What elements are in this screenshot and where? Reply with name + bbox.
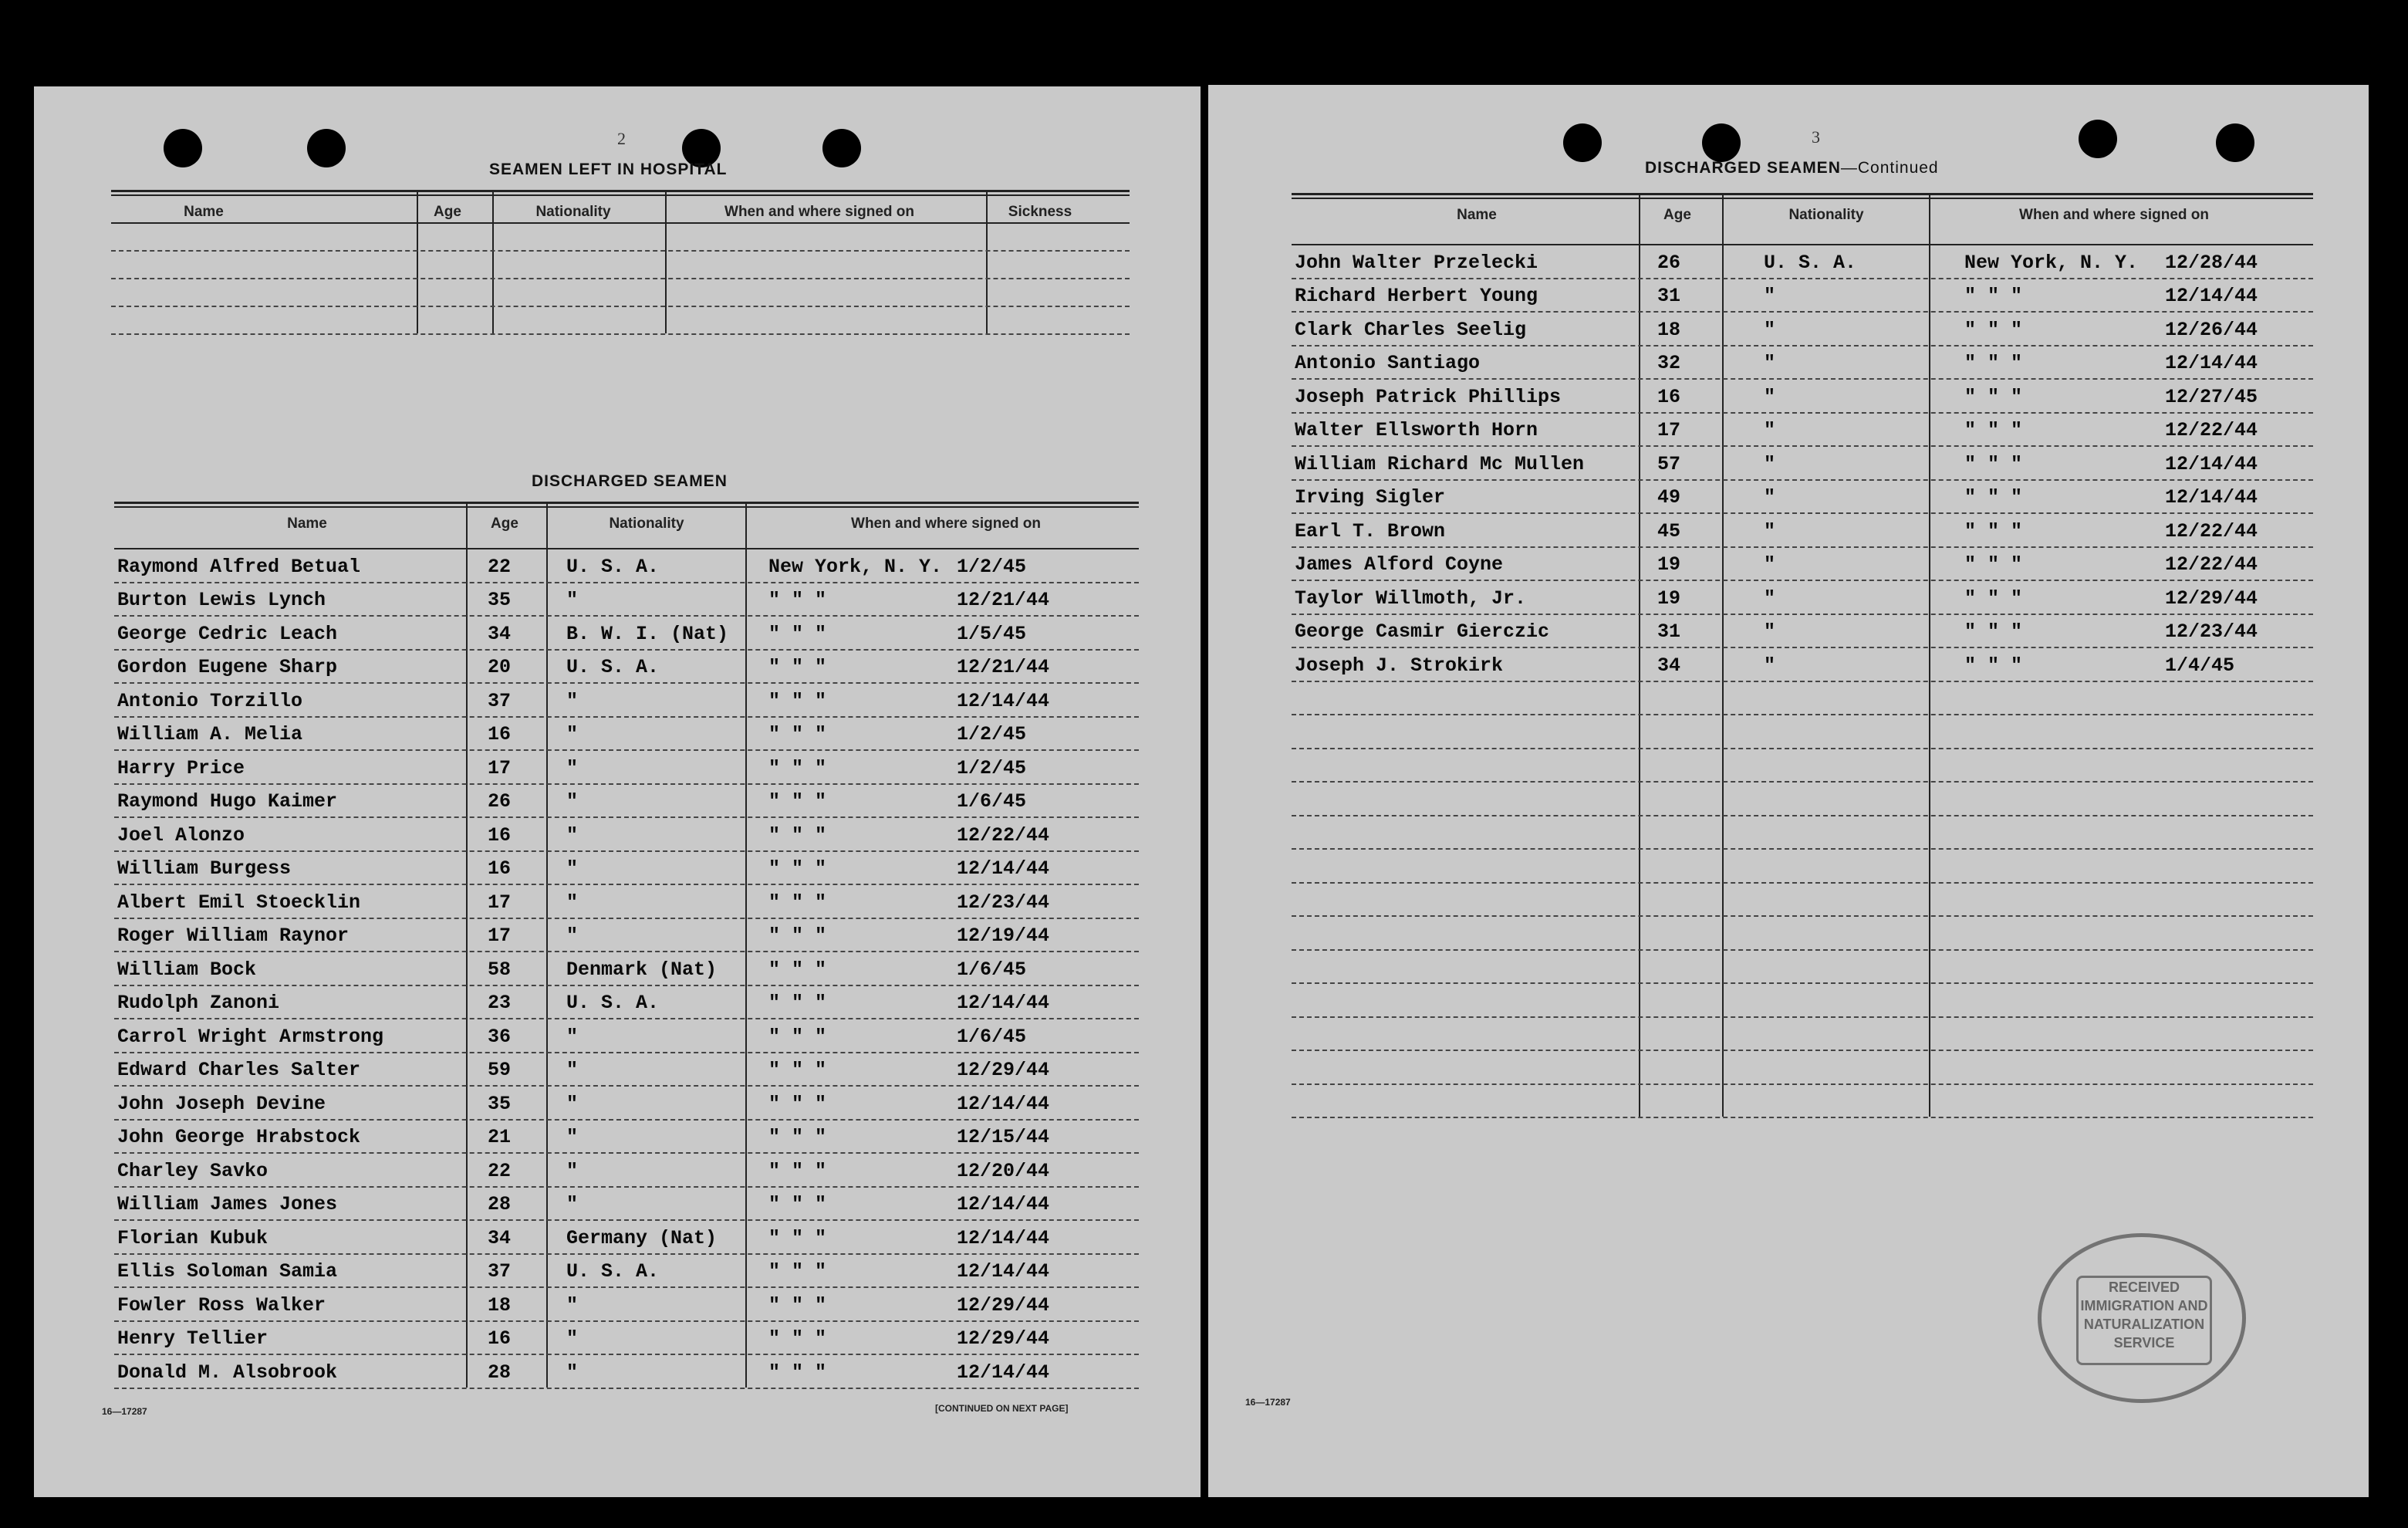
seaman-nationality: " xyxy=(566,1059,579,1081)
seaman-nationality: " xyxy=(566,589,579,611)
seaman-nationality: " xyxy=(566,925,579,947)
seaman-age: 57 xyxy=(1657,452,1681,475)
signed-on-place: " " " xyxy=(768,857,827,880)
signed-on-date: 12/29/44 xyxy=(957,1293,1050,1317)
signed-on-place: " " " xyxy=(768,756,827,779)
seaman-name: Carrol Wright Armstrong xyxy=(117,1025,384,1048)
seaman-age: 20 xyxy=(488,656,512,678)
signed-on-date: 12/14/44 xyxy=(2165,285,2258,307)
table-top-rule xyxy=(111,190,1130,192)
seaman-age: 16 xyxy=(488,823,512,847)
seaman-name: John George Hrabstock xyxy=(117,1126,361,1148)
signed-on-date: 12/14/44 xyxy=(957,857,1050,880)
seaman-age: 16 xyxy=(488,723,512,745)
signed-on-place: " " " xyxy=(1964,587,2023,610)
signed-on-place: " " " xyxy=(768,891,827,914)
row-rule xyxy=(1292,714,2313,715)
seaman-name: Henry Tellier xyxy=(117,1327,268,1350)
signed-on-date: 12/19/44 xyxy=(957,925,1050,947)
discharged-section-title: DISCHARGED SEAMEN xyxy=(532,472,728,490)
column-header: Nationality xyxy=(1788,207,1864,223)
row-rule xyxy=(114,615,1139,617)
column-header: When and where signed on xyxy=(851,516,1041,532)
seaman-name: Donald M. Alsobrook xyxy=(117,1361,338,1384)
seaman-age: 34 xyxy=(488,1226,512,1249)
left-page xyxy=(34,86,1201,1497)
table-top-rule xyxy=(1292,193,2313,195)
column-header: Name xyxy=(1457,207,1497,223)
seaman-name: Antonio Santiago xyxy=(1295,352,1481,374)
seaman-name: William A. Melia xyxy=(117,723,303,745)
seaman-nationality: " xyxy=(1764,385,1776,408)
column-divider xyxy=(1722,193,1724,1117)
seaman-age: 49 xyxy=(1657,486,1681,509)
seaman-nationality: " xyxy=(1764,419,1776,441)
seaman-name: Walter Ellsworth Horn xyxy=(1295,419,1538,441)
row-rule xyxy=(1292,1016,2313,1018)
seaman-age: 37 xyxy=(488,689,512,712)
signed-on-date: 12/20/44 xyxy=(957,1159,1050,1182)
punch-hole xyxy=(1702,123,1741,162)
row-rule xyxy=(114,1354,1139,1355)
row-rule xyxy=(1292,882,2313,884)
seaman-nationality: " xyxy=(566,1361,579,1384)
table-top-rule xyxy=(114,502,1139,504)
row-rule xyxy=(114,918,1139,919)
seaman-nationality: U. S. A. xyxy=(566,992,660,1014)
row-rule xyxy=(111,278,1130,279)
seaman-name: Harry Price xyxy=(117,756,245,779)
seaman-nationality: " xyxy=(566,1293,579,1317)
row-rule xyxy=(111,333,1130,335)
row-rule xyxy=(114,1253,1139,1255)
signed-on-place: " " " xyxy=(1964,452,2023,475)
seaman-name: James Alford Coyne xyxy=(1295,553,1504,576)
row-rule xyxy=(1292,580,2313,581)
signed-on-date: 12/22/44 xyxy=(2165,519,2258,543)
signed-on-place: " " " xyxy=(768,823,827,847)
seaman-age: 31 xyxy=(1657,285,1681,307)
seaman-age: 23 xyxy=(488,992,512,1014)
right-page xyxy=(1208,85,2369,1497)
signed-on-place: " " " xyxy=(1964,385,2023,408)
row-rule xyxy=(114,1219,1139,1221)
seaman-nationality: " xyxy=(566,1025,579,1048)
seaman-age: 16 xyxy=(1657,385,1681,408)
signed-on-place: " " " xyxy=(768,1092,827,1115)
signed-on-date: 12/22/44 xyxy=(2165,553,2258,576)
seaman-name: Albert Emil Stoecklin xyxy=(117,891,361,914)
seaman-name: Roger William Raynor xyxy=(117,925,350,947)
seaman-age: 16 xyxy=(488,1327,512,1350)
page-number: 3 xyxy=(1812,127,1820,147)
column-divider xyxy=(1929,193,1930,1117)
row-rule xyxy=(1292,982,2313,984)
signed-on-date: 12/14/44 xyxy=(2165,486,2258,509)
signed-on-date: 1/2/45 xyxy=(957,555,1027,578)
signed-on-date: 1/2/45 xyxy=(957,756,1027,779)
column-divider xyxy=(1639,193,1640,1117)
signed-on-date: 12/14/44 xyxy=(957,1361,1050,1384)
seaman-age: 35 xyxy=(488,1092,512,1115)
seaman-nationality: " xyxy=(566,1193,579,1215)
signed-on-place: " " " xyxy=(768,790,827,813)
seaman-name: Fowler Ross Walker xyxy=(117,1293,326,1317)
column-header: Sickness xyxy=(1008,204,1072,220)
seaman-name: William James Jones xyxy=(117,1193,338,1215)
seaman-name: John Walter Przelecki xyxy=(1295,251,1538,274)
seaman-nationality: " xyxy=(1764,654,1776,677)
signed-on-place: New York, N. Y. xyxy=(1964,251,2139,274)
row-rule xyxy=(1292,1083,2313,1085)
signed-on-date: 12/14/44 xyxy=(957,992,1050,1014)
row-rule xyxy=(1292,614,2313,615)
signed-on-date: 12/23/44 xyxy=(957,891,1050,914)
signed-on-date: 12/21/44 xyxy=(957,589,1050,611)
row-rule xyxy=(114,1085,1139,1087)
row-rule xyxy=(1292,781,2313,783)
seaman-age: 19 xyxy=(1657,587,1681,610)
row-rule xyxy=(1292,915,2313,917)
row-rule xyxy=(1292,848,2313,850)
row-rule xyxy=(1292,1117,2313,1118)
seaman-name: John Joseph Devine xyxy=(117,1092,326,1115)
row-rule xyxy=(1292,949,2313,951)
signed-on-place: " " " xyxy=(768,723,827,745)
row-rule xyxy=(1292,412,2313,414)
row-rule xyxy=(1292,546,2313,548)
table-top-rule xyxy=(111,194,1130,196)
column-header: Nationality xyxy=(609,516,684,532)
seaman-age: 17 xyxy=(488,925,512,947)
seaman-name: William Burgess xyxy=(117,857,292,880)
seaman-nationality: " xyxy=(1764,519,1776,543)
header-rule xyxy=(111,222,1130,224)
seaman-name: Richard Herbert Young xyxy=(1295,285,1538,307)
signed-on-place: " " " xyxy=(768,1260,827,1283)
seaman-age: 17 xyxy=(488,756,512,779)
seaman-name: Antonio Torzillo xyxy=(117,689,303,712)
signed-on-place: " " " xyxy=(1964,654,2023,677)
signed-on-place: " " " xyxy=(1964,620,2023,643)
signed-on-place: " " " xyxy=(768,1361,827,1384)
seaman-nationality: " xyxy=(566,891,579,914)
column-header: Name xyxy=(287,516,327,532)
row-rule xyxy=(111,306,1130,307)
title-continued: —Continued xyxy=(1840,159,1939,177)
signed-on-place: " " " xyxy=(768,1226,827,1249)
punch-hole xyxy=(822,129,861,167)
signed-on-date: 12/29/44 xyxy=(957,1059,1050,1081)
seaman-name: George Casmir Gierczic xyxy=(1295,620,1550,643)
seaman-name: George Cedric Leach xyxy=(117,622,338,645)
row-rule xyxy=(1292,278,2313,279)
seaman-name: Clark Charles Seelig xyxy=(1295,318,1527,341)
signed-on-date: 1/4/45 xyxy=(2165,654,2235,677)
row-rule xyxy=(114,749,1139,751)
signed-on-date: 12/22/44 xyxy=(957,823,1050,847)
signed-on-place: " " " xyxy=(768,1025,827,1048)
seaman-nationality: B. W. I. (Nat) xyxy=(566,622,729,645)
signed-on-place: " " " xyxy=(768,992,827,1014)
row-rule xyxy=(114,884,1139,885)
seaman-nationality: " xyxy=(1764,285,1776,307)
column-header: Name xyxy=(184,204,224,220)
signed-on-date: 12/21/44 xyxy=(957,656,1050,678)
seaman-nationality: " xyxy=(1764,587,1776,610)
page-number: 2 xyxy=(617,129,626,148)
seaman-name: Ellis Soloman Samia xyxy=(117,1260,338,1283)
seaman-nationality: " xyxy=(566,1092,579,1115)
seaman-nationality: U. S. A. xyxy=(1764,251,1857,274)
seaman-age: 36 xyxy=(488,1025,512,1048)
seaman-age: 21 xyxy=(488,1126,512,1148)
page-title xyxy=(1645,159,1939,177)
stamp-line: SERVICE xyxy=(2113,1335,2175,1351)
row-rule xyxy=(1292,1050,2313,1051)
seaman-nationality: " xyxy=(566,689,579,712)
seaman-age: 59 xyxy=(488,1059,512,1081)
row-rule xyxy=(114,1052,1139,1053)
seaman-age: 45 xyxy=(1657,519,1681,543)
seaman-age: 37 xyxy=(488,1260,512,1283)
header-rule xyxy=(1292,244,2313,245)
title-main: DISCHARGED SEAMEN xyxy=(1645,159,1841,177)
received-stamp xyxy=(2038,1233,2246,1403)
row-rule xyxy=(114,1320,1139,1322)
row-rule xyxy=(1292,311,2313,313)
signed-on-place: " " " xyxy=(1964,419,2023,441)
seaman-age: 58 xyxy=(488,958,512,981)
signed-on-place: " " " xyxy=(768,1126,827,1148)
signed-on-date: 12/29/44 xyxy=(2165,587,2258,610)
punch-hole xyxy=(2216,123,2254,162)
row-rule xyxy=(114,783,1139,785)
seaman-name: Charley Savko xyxy=(117,1159,268,1182)
seaman-name: Gordon Eugene Sharp xyxy=(117,656,338,678)
punch-hole xyxy=(307,129,346,167)
seaman-name: Joseph Patrick Phillips xyxy=(1295,385,1562,408)
seaman-nationality: U. S. A. xyxy=(566,555,660,578)
seaman-age: 16 xyxy=(488,857,512,880)
seaman-age: 17 xyxy=(488,891,512,914)
row-rule xyxy=(1292,512,2313,514)
seaman-nationality: " xyxy=(566,756,579,779)
signed-on-date: 12/14/44 xyxy=(957,1260,1050,1283)
signed-on-place: " " " xyxy=(1964,318,2023,341)
column-header: Age xyxy=(491,516,518,532)
column-header: Age xyxy=(434,204,461,220)
seaman-age: 22 xyxy=(488,555,512,578)
form-number: 16—17287 xyxy=(102,1406,147,1417)
row-rule xyxy=(114,1388,1139,1389)
seaman-age: 26 xyxy=(1657,251,1681,274)
seaman-nationality: " xyxy=(566,723,579,745)
row-rule xyxy=(114,1119,1139,1121)
signed-on-place: New York, N. Y. xyxy=(768,555,943,578)
seaman-nationality: " xyxy=(566,857,579,880)
seaman-age: 28 xyxy=(488,1193,512,1215)
stamp-line: RECEIVED xyxy=(2108,1280,2180,1295)
signed-on-place: " " " xyxy=(768,958,827,981)
signed-on-date: 1/5/45 xyxy=(957,622,1027,645)
row-rule xyxy=(1292,479,2313,481)
signed-on-place: " " " xyxy=(768,1193,827,1215)
row-rule xyxy=(1292,748,2313,749)
seaman-name: Irving Sigler xyxy=(1295,486,1446,509)
signed-on-place: " " " xyxy=(768,1159,827,1182)
seaman-name: Taylor Willmoth, Jr. xyxy=(1295,587,1527,610)
row-rule xyxy=(114,582,1139,583)
row-rule xyxy=(114,1152,1139,1154)
column-header: When and where signed on xyxy=(2019,207,2209,223)
seaman-nationality: " xyxy=(566,823,579,847)
form-number: 16—17287 xyxy=(1245,1397,1291,1408)
row-rule xyxy=(1292,345,2313,347)
seaman-nationality: Germany (Nat) xyxy=(566,1226,718,1249)
signed-on-place: " " " xyxy=(768,622,827,645)
row-rule xyxy=(1292,815,2313,816)
signed-on-place: " " " xyxy=(1964,486,2023,509)
seaman-nationality: " xyxy=(1764,620,1776,643)
punch-hole xyxy=(1563,123,1602,162)
stamp-line: IMMIGRATION AND xyxy=(2080,1298,2208,1313)
signed-on-date: 1/6/45 xyxy=(957,790,1027,813)
seaman-nationality: " xyxy=(566,1126,579,1148)
row-rule xyxy=(114,1186,1139,1188)
signed-on-date: 12/14/44 xyxy=(957,1193,1050,1215)
signed-on-date: 12/28/44 xyxy=(2165,251,2258,274)
signed-on-date: 1/6/45 xyxy=(957,958,1027,981)
signed-on-date: 12/14/44 xyxy=(2165,352,2258,374)
row-rule xyxy=(114,716,1139,718)
signed-on-place: " " " xyxy=(1964,519,2023,543)
seaman-age: 19 xyxy=(1657,553,1681,576)
signed-on-date: 12/29/44 xyxy=(957,1327,1050,1350)
row-rule xyxy=(1292,647,2313,648)
seaman-name: Burton Lewis Lynch xyxy=(117,589,326,611)
row-rule xyxy=(114,951,1139,952)
row-rule xyxy=(114,985,1139,986)
signed-on-date: 12/22/44 xyxy=(2165,419,2258,441)
seaman-name: Rudolph Zanoni xyxy=(117,992,280,1014)
signed-on-date: 12/23/44 xyxy=(2165,620,2258,643)
stamp-text xyxy=(2076,1276,2212,1365)
row-rule xyxy=(114,1018,1139,1019)
signed-on-place: " " " xyxy=(1964,553,2023,576)
seaman-age: 35 xyxy=(488,589,512,611)
signed-on-place: " " " xyxy=(1964,285,2023,307)
seaman-age: 34 xyxy=(488,622,512,645)
signed-on-date: 12/14/44 xyxy=(957,689,1050,712)
seaman-nationality: " xyxy=(1764,553,1776,576)
row-rule xyxy=(1292,378,2313,380)
seaman-nationality: " xyxy=(1764,486,1776,509)
signed-on-place: " " " xyxy=(1964,352,2023,374)
seaman-name: Joseph J. Strokirk xyxy=(1295,654,1504,677)
signed-on-date: 1/2/45 xyxy=(957,723,1027,745)
signed-on-place: " " " xyxy=(768,925,827,947)
seaman-nationality: " xyxy=(1764,352,1776,374)
seaman-nationality: U. S. A. xyxy=(566,656,660,678)
signed-on-place: " " " xyxy=(768,589,827,611)
signed-on-date: 12/15/44 xyxy=(957,1126,1050,1148)
seaman-age: 22 xyxy=(488,1159,512,1182)
row-rule xyxy=(114,649,1139,651)
seaman-age: 28 xyxy=(488,1361,512,1384)
column-header: When and where signed on xyxy=(724,204,914,220)
seaman-nationality: " xyxy=(566,1327,579,1350)
seaman-age: 34 xyxy=(1657,654,1681,677)
seaman-name: William Bock xyxy=(117,958,257,981)
punch-hole xyxy=(164,129,202,167)
signed-on-place: " " " xyxy=(768,1327,827,1350)
row-rule xyxy=(114,816,1139,818)
seaman-name: Earl T. Brown xyxy=(1295,519,1446,543)
seaman-nationality: " xyxy=(566,1159,579,1182)
column-header: Age xyxy=(1663,207,1691,223)
seaman-name: Joel Alonzo xyxy=(117,823,245,847)
signed-on-place: " " " xyxy=(768,656,827,678)
row-rule xyxy=(1292,681,2313,682)
row-rule xyxy=(114,682,1139,684)
seaman-name: Raymond Alfred Betual xyxy=(117,555,361,578)
header-rule xyxy=(114,548,1139,549)
signed-on-date: 12/14/44 xyxy=(957,1226,1050,1249)
seaman-name: Raymond Hugo Kaimer xyxy=(117,790,338,813)
table-top-rule xyxy=(1292,198,2313,199)
table-top-rule xyxy=(114,506,1139,508)
seaman-age: 18 xyxy=(488,1293,512,1317)
signed-on-date: 12/27/45 xyxy=(2165,385,2258,408)
hospital-section-title: SEAMEN LEFT IN HOSPITAL xyxy=(489,161,728,178)
signed-on-date: 12/14/44 xyxy=(957,1092,1050,1115)
seaman-age: 26 xyxy=(488,790,512,813)
continued-note: [CONTINUED ON NEXT PAGE] xyxy=(935,1403,1069,1414)
signed-on-place: " " " xyxy=(768,1293,827,1317)
row-rule xyxy=(1292,445,2313,447)
signed-on-date: 12/14/44 xyxy=(2165,452,2258,475)
signed-on-place: " " " xyxy=(768,689,827,712)
seaman-nationality: Denmark (Nat) xyxy=(566,958,718,981)
signed-on-date: 1/6/45 xyxy=(957,1025,1027,1048)
seaman-age: 32 xyxy=(1657,352,1681,374)
seaman-age: 17 xyxy=(1657,419,1681,441)
column-header: Nationality xyxy=(535,204,611,220)
seaman-nationality: " xyxy=(566,790,579,813)
row-rule xyxy=(114,850,1139,852)
signed-on-place: " " " xyxy=(768,1059,827,1081)
seaman-nationality: " xyxy=(1764,318,1776,341)
seaman-name: William Richard Mc Mullen xyxy=(1295,452,1585,475)
seaman-nationality: " xyxy=(1764,452,1776,475)
seaman-name: Florian Kubuk xyxy=(117,1226,268,1249)
seaman-name: Edward Charles Salter xyxy=(117,1059,361,1081)
punch-hole xyxy=(2079,120,2117,158)
seaman-age: 18 xyxy=(1657,318,1681,341)
seaman-age: 31 xyxy=(1657,620,1681,643)
stamp-line: NATURALIZATION xyxy=(2083,1317,2205,1332)
signed-on-date: 12/26/44 xyxy=(2165,318,2258,341)
seaman-nationality: U. S. A. xyxy=(566,1260,660,1283)
row-rule xyxy=(114,1286,1139,1288)
row-rule xyxy=(111,250,1130,252)
